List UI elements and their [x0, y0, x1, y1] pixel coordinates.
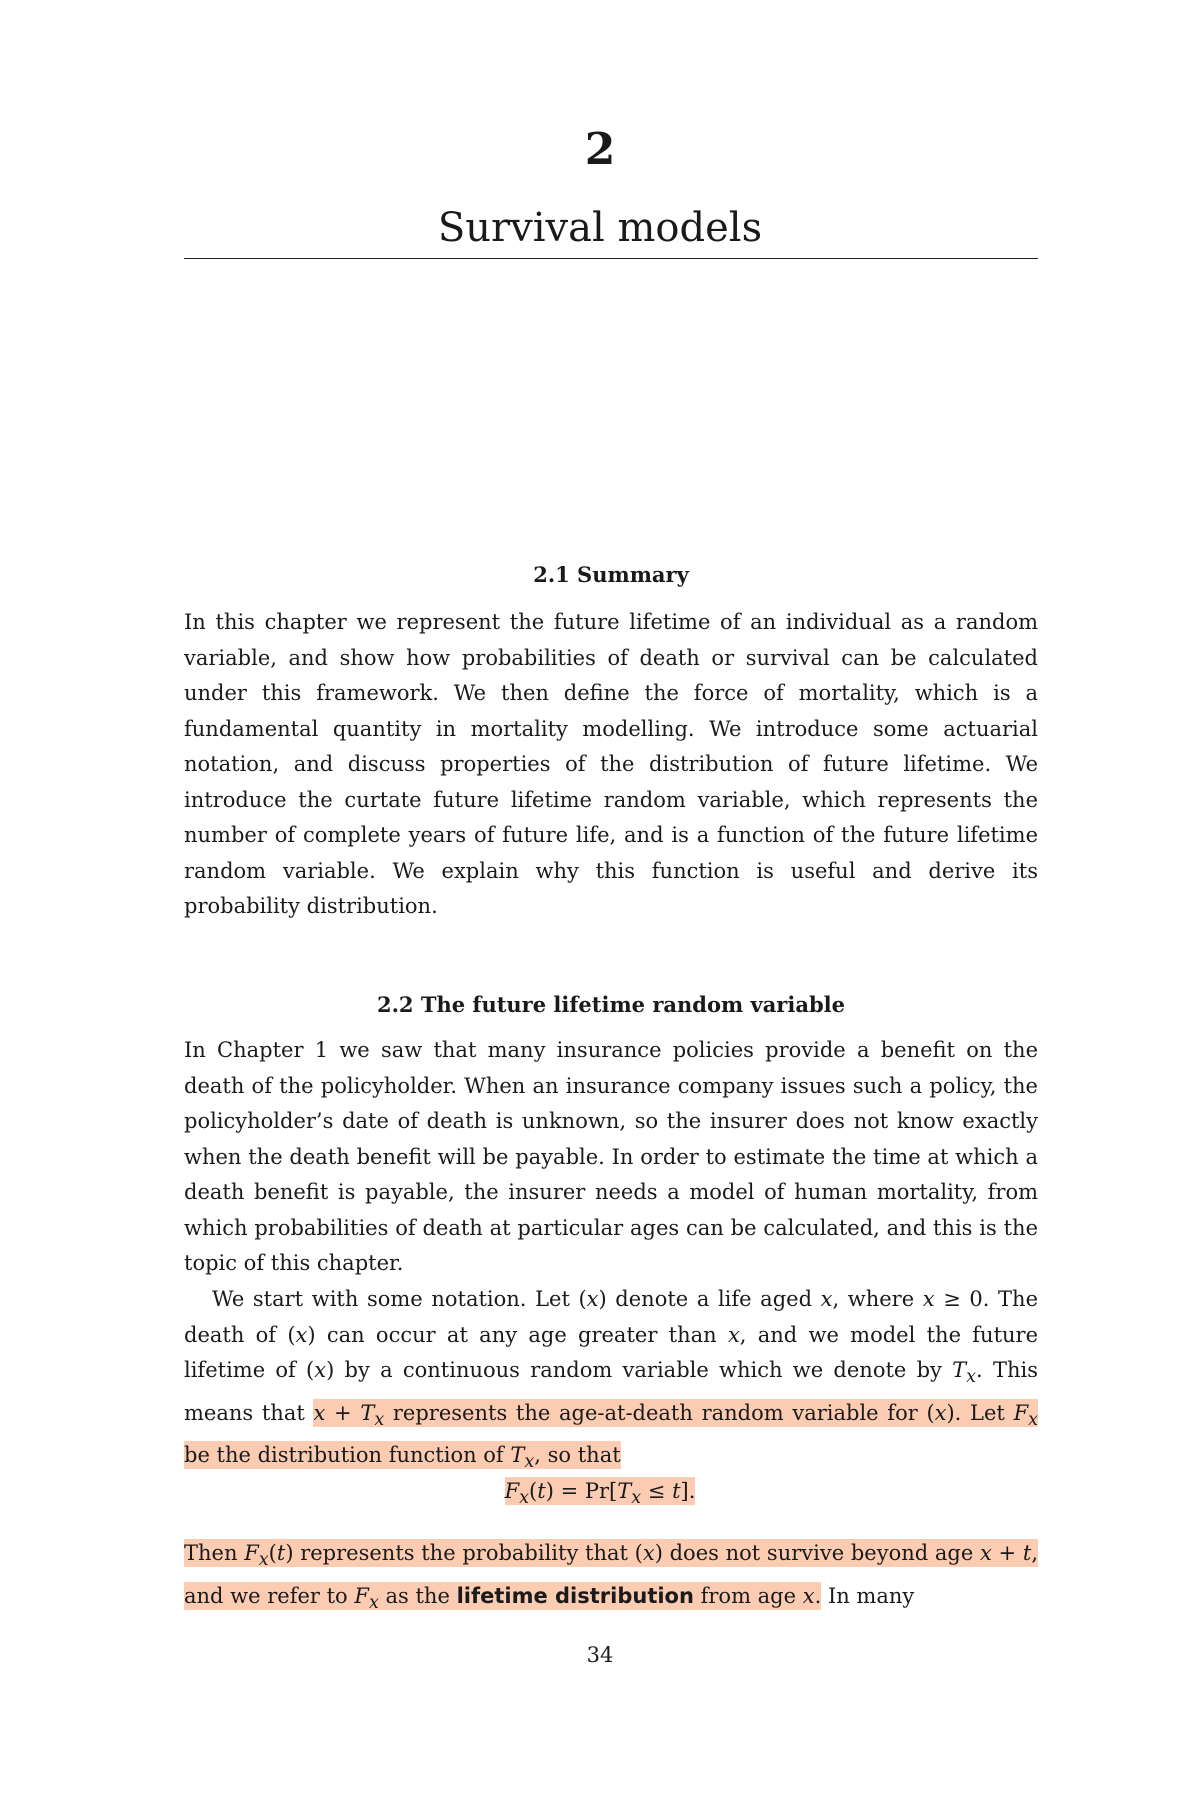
paragraph-insurance-mortality: In Chapter 1 we saw that many insurance policies provide a benefit on the death of the policyholder. When an insurance company issues such a policy, the policyholder’s date of death is unknown, so the insurer does not know exactly when the death benefit will be payable. In order to estimate the time at which a death benefit is payable, the insurer needs a model of human mortality, from which probabilities of death at particular ages can be calculated, and this is the topic of this chapter.: [184, 1038, 1038, 1275]
page-number: 34: [586, 1643, 614, 1667]
chapter-title: Survival models: [437, 205, 763, 251]
highlight-lifetime-distribution: Then $F_x(t)$ represents the probability that (x) does not survive beyond age x + t, and we refer to $F_x$ as the lifetime distribution from age x.: [184, 1541, 1038, 1613]
section-heading-future-lifetime: 2.2 The future lifetime random variable: [377, 992, 845, 1017]
chapter-title-rule: [184, 258, 1038, 259]
highlight-age-at-death: $x + T_x$ represents the age-at-death random variable for (x). Let $F_x$ be the distribution function of $T_x$, so that: [184, 1400, 1039, 1473]
equation-distribution-function: [0, 1475, 1200, 1514]
paragraph-notation: We start with some notation. Let (x) denote a life aged x, where x ≥ 0. The death of (x) can occur at any age greater than x, and we model the future lifetime of (x) by a continuous random variable which we denote by $T_x$. This means that $x + T_x$ represents the age-at-death random variable for (x). Let $F_x$ be the distribution function of $T_x$, so that: [184, 1287, 1039, 1473]
highlight-equation: $F_x(t) = Pr[T_x \le t]$.: [504, 1479, 696, 1509]
chapter-number: 2: [584, 124, 616, 175]
term-lifetime-distribution: lifetime distribution: [456, 1583, 694, 1608]
summary-paragraph: In this chapter we represent the future lifetime of an individual as a random variable, and show how probabilities of death or survival can be calculated under this framework. We then define the force of mortality, which is a fundamental quantity in mortality modelling. We introduce some actuarial notation, and discuss properties of the distribution of future lifetime. We introduce the curtate future lifetime random variable, which represents the number of complete years of future life, and is a function of the future lifetime random variable. We explain why this function is useful and derive its probability distribution.: [184, 610, 1038, 918]
section-heading-summary: 2.1 Summary: [533, 562, 689, 587]
paragraph-lifetime-distribution: Then $F_x(t)$ represents the probability that (x) does not survive beyond age x + t, and we refer to $F_x$ as the lifetime distribution from age x. In many: [184, 1541, 1038, 1613]
